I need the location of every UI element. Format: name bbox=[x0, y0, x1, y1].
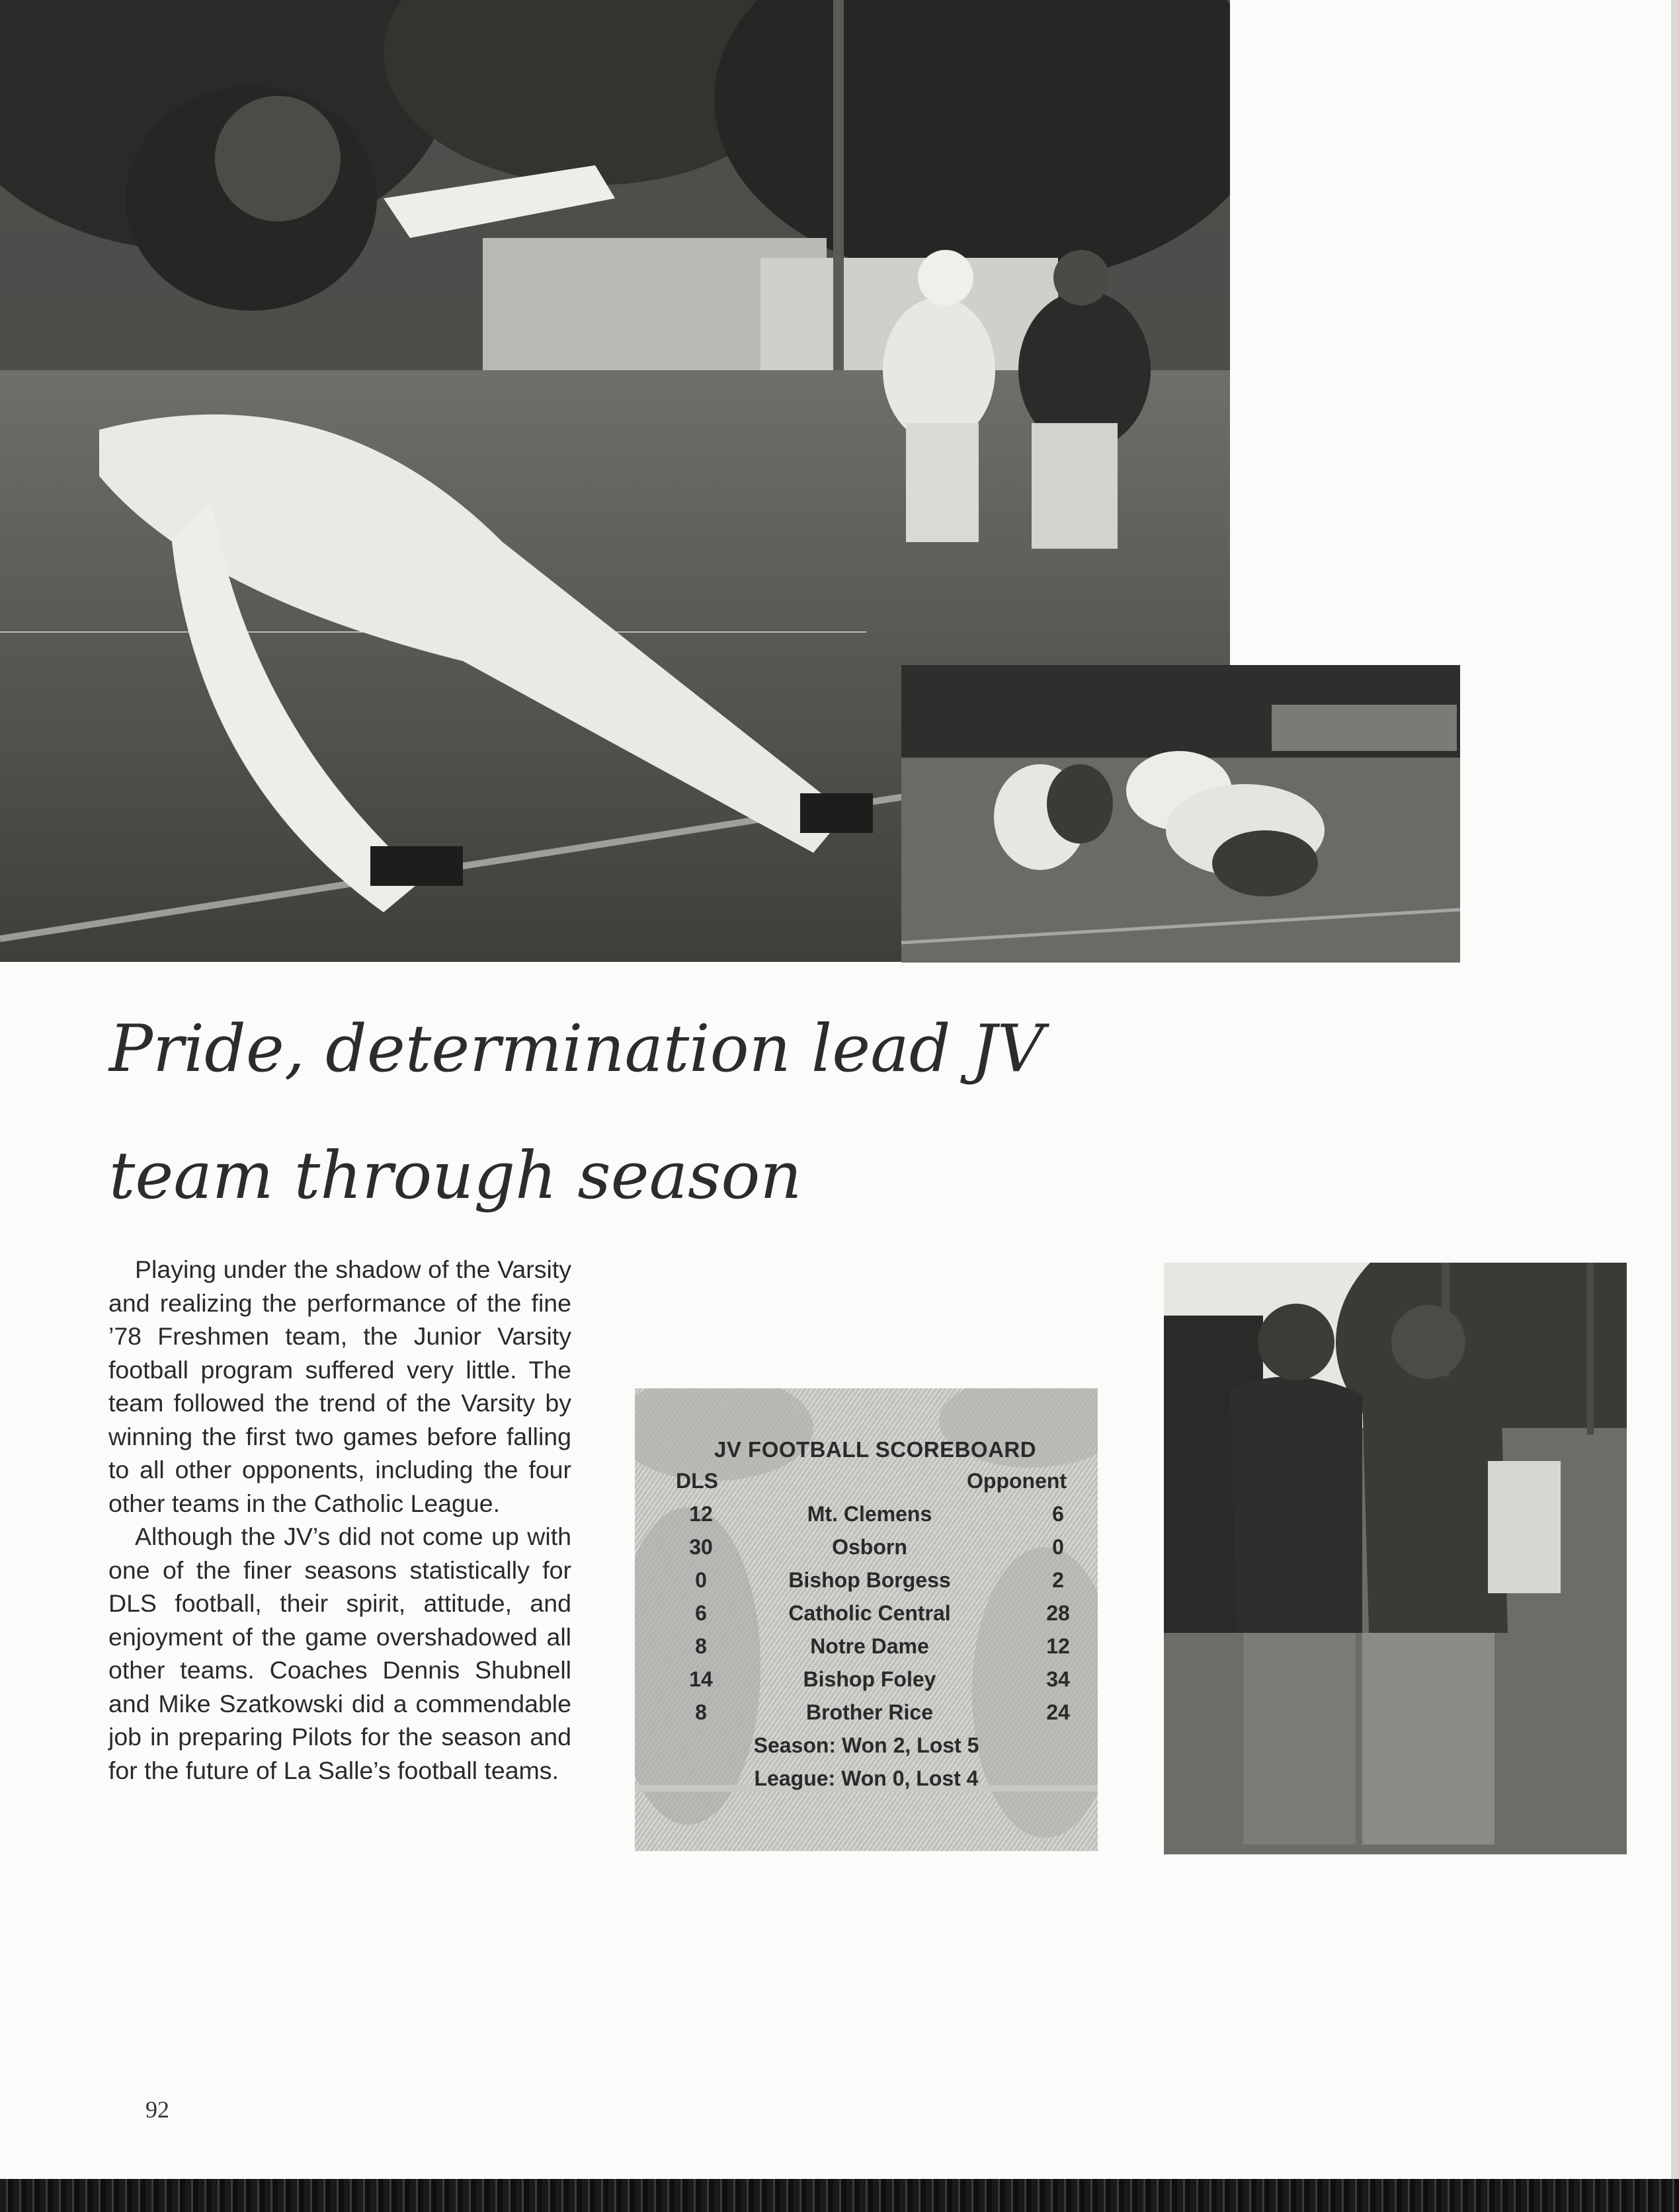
dls-score: 8 bbox=[695, 1634, 707, 1658]
dls-score: 14 bbox=[689, 1667, 713, 1691]
football-tackle-photo bbox=[901, 665, 1460, 963]
headline-line-1: Pride, determination lead JV bbox=[109, 1011, 1044, 1087]
scoreboard-col-dls: DLS bbox=[676, 1469, 718, 1493]
dls-score: 30 bbox=[689, 1535, 713, 1559]
opponent-score: 24 bbox=[1046, 1700, 1070, 1724]
page-number: 92 bbox=[145, 2096, 169, 2123]
opponent-score: 12 bbox=[1046, 1634, 1070, 1658]
page-edge bbox=[1671, 0, 1679, 2179]
scoreboard-row bbox=[635, 1601, 1098, 1634]
opponent-name: Bishop Borgess bbox=[788, 1568, 951, 1592]
opponent-score: 6 bbox=[1052, 1502, 1064, 1526]
dls-score: 6 bbox=[695, 1601, 707, 1625]
football-tackle-photo-icon bbox=[901, 665, 1460, 963]
opponent-score: 2 bbox=[1052, 1568, 1064, 1592]
opponent-name: Osborn bbox=[832, 1535, 907, 1559]
opponent-name: Mt. Clemens bbox=[807, 1502, 932, 1526]
scoreboard-row bbox=[635, 1535, 1098, 1568]
scoreboard-title: JV FOOTBALL SCOREBOARD bbox=[714, 1437, 1037, 1462]
scoreboard-col-opponent: Opponent bbox=[967, 1469, 1067, 1493]
scoreboard-row bbox=[635, 1700, 1098, 1733]
article-paragraph: Although the JV’s did not come up with one of the finer seasons statistically for DLS football, their spirit, attitude, and enjoyment of the game overshadowed all other teams. Coaches Dennis Shubnell and Mike Szatkowski did a commendable job in preparing Pilots for the season and for the future of La Salle’s football teams. bbox=[108, 1522, 571, 1784]
opponent-score: 28 bbox=[1046, 1601, 1070, 1625]
dls-score: 0 bbox=[695, 1568, 707, 1592]
jv-scoreboard bbox=[635, 1388, 1098, 1851]
league-record: League: Won 0, Lost 4 bbox=[754, 1766, 979, 1790]
article-paragraph: Playing under the shadow of the Varsity and realizing the performance of the fine ’78 Freshmen team, the Junior Varsity football program suffered very little. The team followed the trend of the Varsity by winning the first two games before falling to all other opponents, including the four other teams in the Catholic League. bbox=[108, 1255, 571, 1517]
opponent-name: Notre Dame bbox=[810, 1634, 929, 1658]
coaches-sideline-photo bbox=[1164, 1263, 1627, 1854]
dls-score: 8 bbox=[695, 1700, 707, 1724]
opponent-score: 0 bbox=[1052, 1535, 1064, 1559]
scoreboard-row bbox=[635, 1502, 1098, 1535]
scoreboard-row bbox=[635, 1568, 1098, 1601]
coaches-sideline-photo-icon bbox=[1164, 1263, 1627, 1854]
scoreboard-row bbox=[635, 1667, 1098, 1700]
article-body bbox=[108, 1253, 571, 1787]
opponent-name: Catholic Central bbox=[788, 1601, 951, 1625]
season-record: Season: Won 2, Lost 5 bbox=[753, 1733, 979, 1757]
scoreboard-row bbox=[635, 1634, 1098, 1667]
opponent-name: Brother Rice bbox=[805, 1700, 934, 1724]
photo-divider bbox=[0, 631, 866, 633]
opponent-name: Bishop Foley bbox=[803, 1667, 936, 1691]
opponent-score: 34 bbox=[1046, 1667, 1070, 1691]
scan-edge-strip bbox=[0, 2179, 1679, 2212]
dls-score: 12 bbox=[689, 1502, 713, 1526]
headline-line-2: team through season bbox=[109, 1138, 802, 1214]
